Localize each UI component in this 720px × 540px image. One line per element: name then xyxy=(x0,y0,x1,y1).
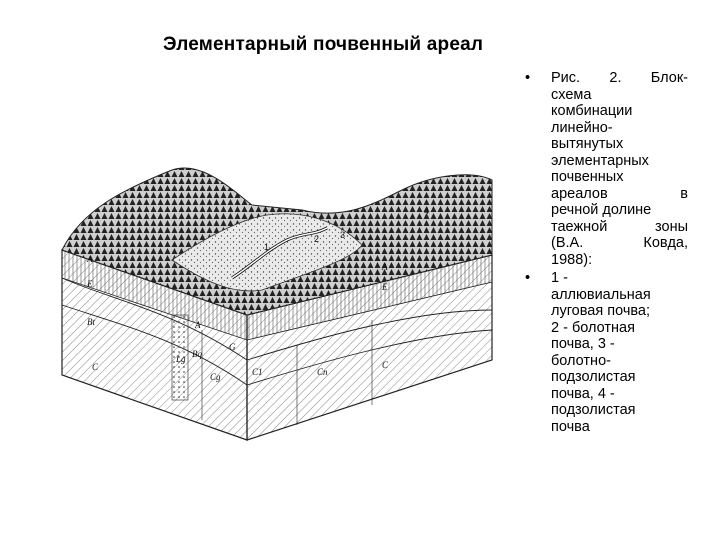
label-A-left: A xyxy=(87,254,93,264)
label-E-left: E xyxy=(87,279,93,289)
label-Cg: Cg xyxy=(210,372,221,382)
label-C1: C1 xyxy=(252,367,263,377)
label-G: G xyxy=(229,342,236,352)
label-C-left: C xyxy=(92,362,99,372)
slide-title: Элементарный почвенный ареал xyxy=(163,34,484,55)
zone-number-2: 2 xyxy=(314,234,320,244)
figure-caption xyxy=(523,70,688,437)
label-C-right: C xyxy=(382,360,389,370)
zone-number-4: 4 xyxy=(424,206,430,216)
zone-number-1: 1 xyxy=(264,242,270,252)
label-A-mid: A xyxy=(195,320,201,330)
label-Cn: Cn xyxy=(317,367,328,377)
label-A-right: A xyxy=(382,262,388,272)
label-Lg: Lg xyxy=(176,354,186,364)
caption-item-legend: • 1 - аллювиальная луговая почва; 2 - болотная почва, 3 - болотно- подзолистая почва, 4 - подзолистая почва xyxy=(525,270,651,435)
caption-item-figure: • Рис. 2. Блок- схема комбинации линейно- вытянутых элементарных почвенных ареалов в речной долине таежной зоны (В.А. Ковда, 1988): xyxy=(525,70,688,268)
soil-block-diagram xyxy=(52,150,502,450)
zone-number-3: 3 xyxy=(340,230,346,240)
label-Bt-left: Bt xyxy=(87,317,95,327)
label-E-right: E xyxy=(382,282,388,292)
bullet-icon: • xyxy=(525,270,531,286)
label-Bq: Bq xyxy=(192,349,202,359)
bullet-icon: • xyxy=(525,70,531,86)
